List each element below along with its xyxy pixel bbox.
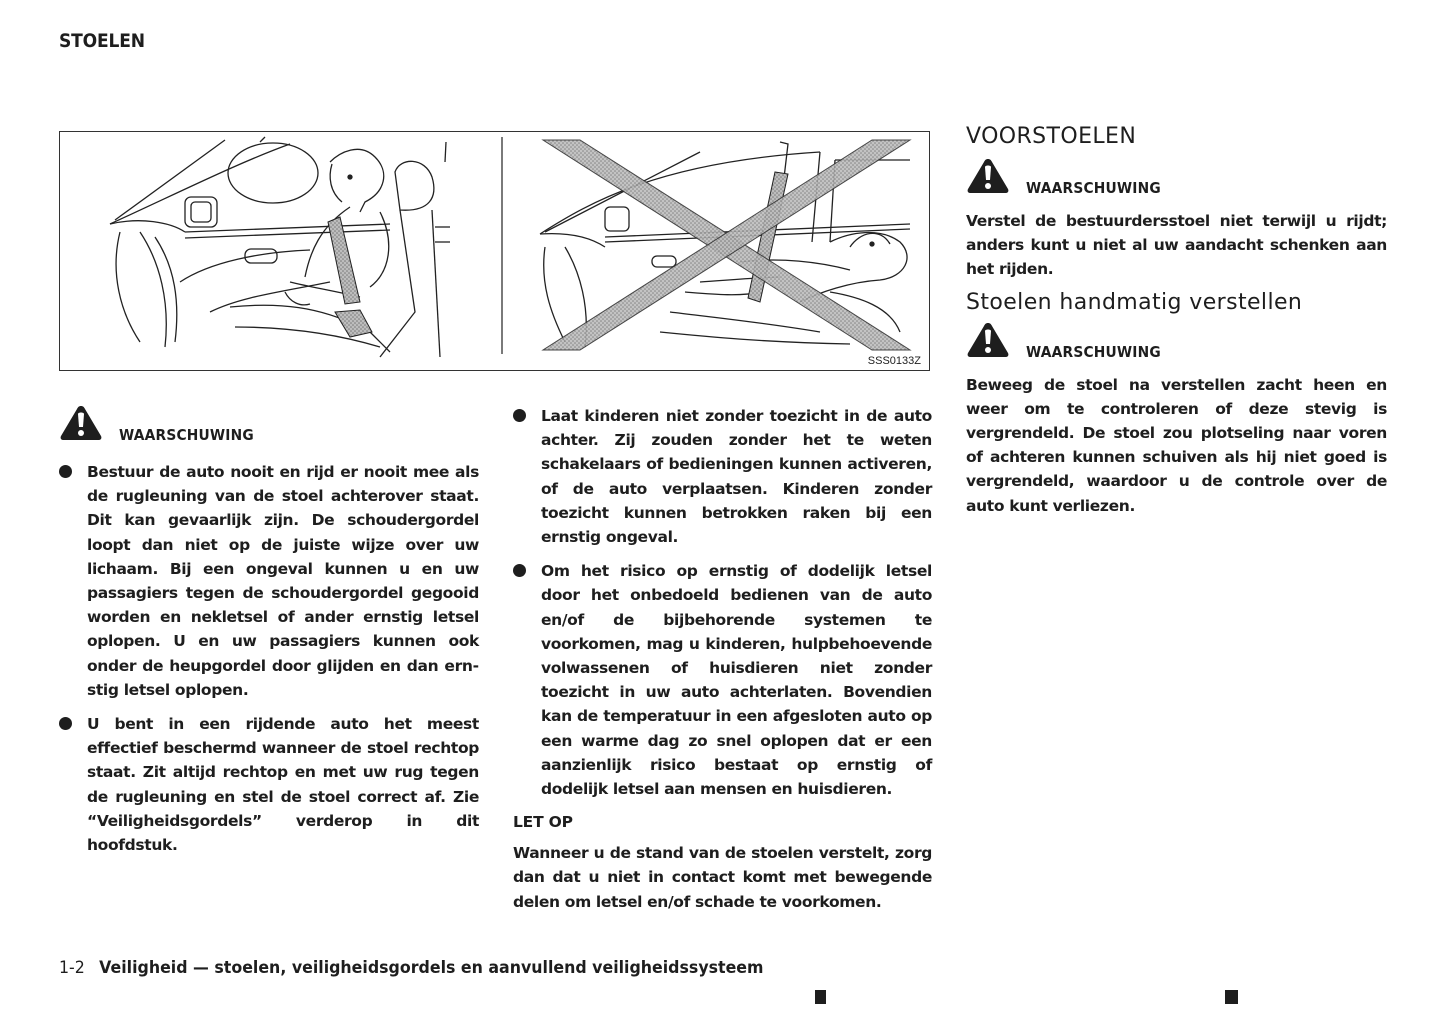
- section-title: STOELEN: [59, 30, 145, 52]
- section-heading: VOORSTOELEN: [966, 124, 1137, 149]
- warning-text: Beweeg de stoel na verstellen zacht heen en weer om te controleren of deze stevig is vergrendeld. De stoel zou plotseling naar voren of achteren kunnen schuiven als hij niet goed is vergrendeld, waardoor u de controle over de auto kunt verliezen.: [966, 375, 1387, 515]
- warning-label: WAARSCHUWING: [1026, 342, 1161, 361]
- print-registration-mark: [1225, 990, 1238, 1004]
- warning-triangle-icon: [966, 321, 1010, 359]
- warning-bullet-text: U bent in een rijdende auto het meest effectief beschermd wanneer de stoel rechtop staat. Zit altijd rechtop en met uw rug tegen de rugleuning en stel de stoel correct af. Zie “Veiligheidsgordels” verderop in dit hoofdstuk.: [87, 715, 479, 855]
- warning-header: [966, 157, 1387, 195]
- warning-label: WAARSCHUWING: [119, 426, 254, 444]
- chapter-title: Veiligheid — stoelen, veiligheidsgordels en aanvullend veiligheidssysteem: [99, 958, 764, 978]
- bullet-icon: [513, 564, 526, 577]
- warning-bullet: [513, 404, 932, 549]
- page-number: 1-2: [59, 958, 85, 978]
- warning-header: [966, 321, 1387, 359]
- figure-code: SSS0133Z: [867, 355, 921, 367]
- illustration-figure: [59, 131, 930, 371]
- correct-posture-drawing: [110, 137, 450, 357]
- note-label: LET OP: [513, 813, 573, 832]
- subsection-heading: Stoelen handmatig verstellen: [966, 289, 1303, 315]
- warning-bullet-text: Bestuur de auto nooit en rijd er nooit mee als de rugleuning van de stoel achterover staat. Dit kan gevaarlijk zijn. De schoudergordel loopt dan niet op de juiste wijze over uw lichaam. Bij een ongeval kunnen u en uw passagiers tegen de schoudergordel gegooid worden en nekletsel of ander ernstig letsel oplopen. U en uw passagiers kunnen ook onder de heupgordel door glijden en dan ernstig letsel oplopen.: [87, 463, 479, 699]
- bullet-icon: [59, 465, 72, 478]
- warning-triangle-icon: [966, 157, 1010, 195]
- warning-bullet: [59, 712, 479, 857]
- note-text: Wanneer u de stand van de stoelen verstelt, zorg dan dat u niet in contact komt met bewegende delen om letsel en/of schade te voorkomen.: [513, 844, 932, 911]
- lap-belt: [335, 310, 372, 337]
- warning-text: Verstel de bestuurdersstoel niet terwijl u rijdt; anders kunt u niet al uw aandacht schenken aan het rijden.: [966, 212, 1387, 279]
- warning-bullet-text: Om het risico op ernstig of dodelijk letsel door het onbedoeld bedienen van de auto en/of de bijbehorende systemen te voorkomen, mag u kinderen, hulpbehoevende volwassenen of huisdieren niet zonder toezicht in uw auto achterlaten. Bovendien kan de temperatuur in een afgesloten auto op een warme dag zo snel oplopen dat er een aanzienlijk risico bestaat op ernstig of dodelijk letsel aan mensen en huisdieren.: [541, 562, 932, 799]
- warning-bullet-text: Laat kinderen niet zonder toezicht in de auto achter. Zij zouden zonder het te weten schakelaars of bedieningen kunnen activeren, of de auto verplaatsen. Kinderen zonder toezicht kunnen betrokken raken bij een ernstig ongeval.: [541, 407, 932, 547]
- bullet-icon: [59, 717, 72, 730]
- right-column: [966, 124, 1387, 518]
- warning-label: WAARSCHUWING: [1026, 179, 1161, 197]
- warning-header: [59, 404, 479, 442]
- warning-triangle-icon: [59, 404, 103, 442]
- warning-bullet: [59, 460, 479, 702]
- seat-posture-illustration: [60, 132, 928, 369]
- left-column: [59, 404, 479, 857]
- print-registration-mark: [815, 990, 826, 1004]
- warning-bullet: [513, 559, 932, 801]
- page-footer: [59, 958, 764, 978]
- middle-column: [513, 404, 932, 914]
- bullet-icon: [513, 409, 526, 422]
